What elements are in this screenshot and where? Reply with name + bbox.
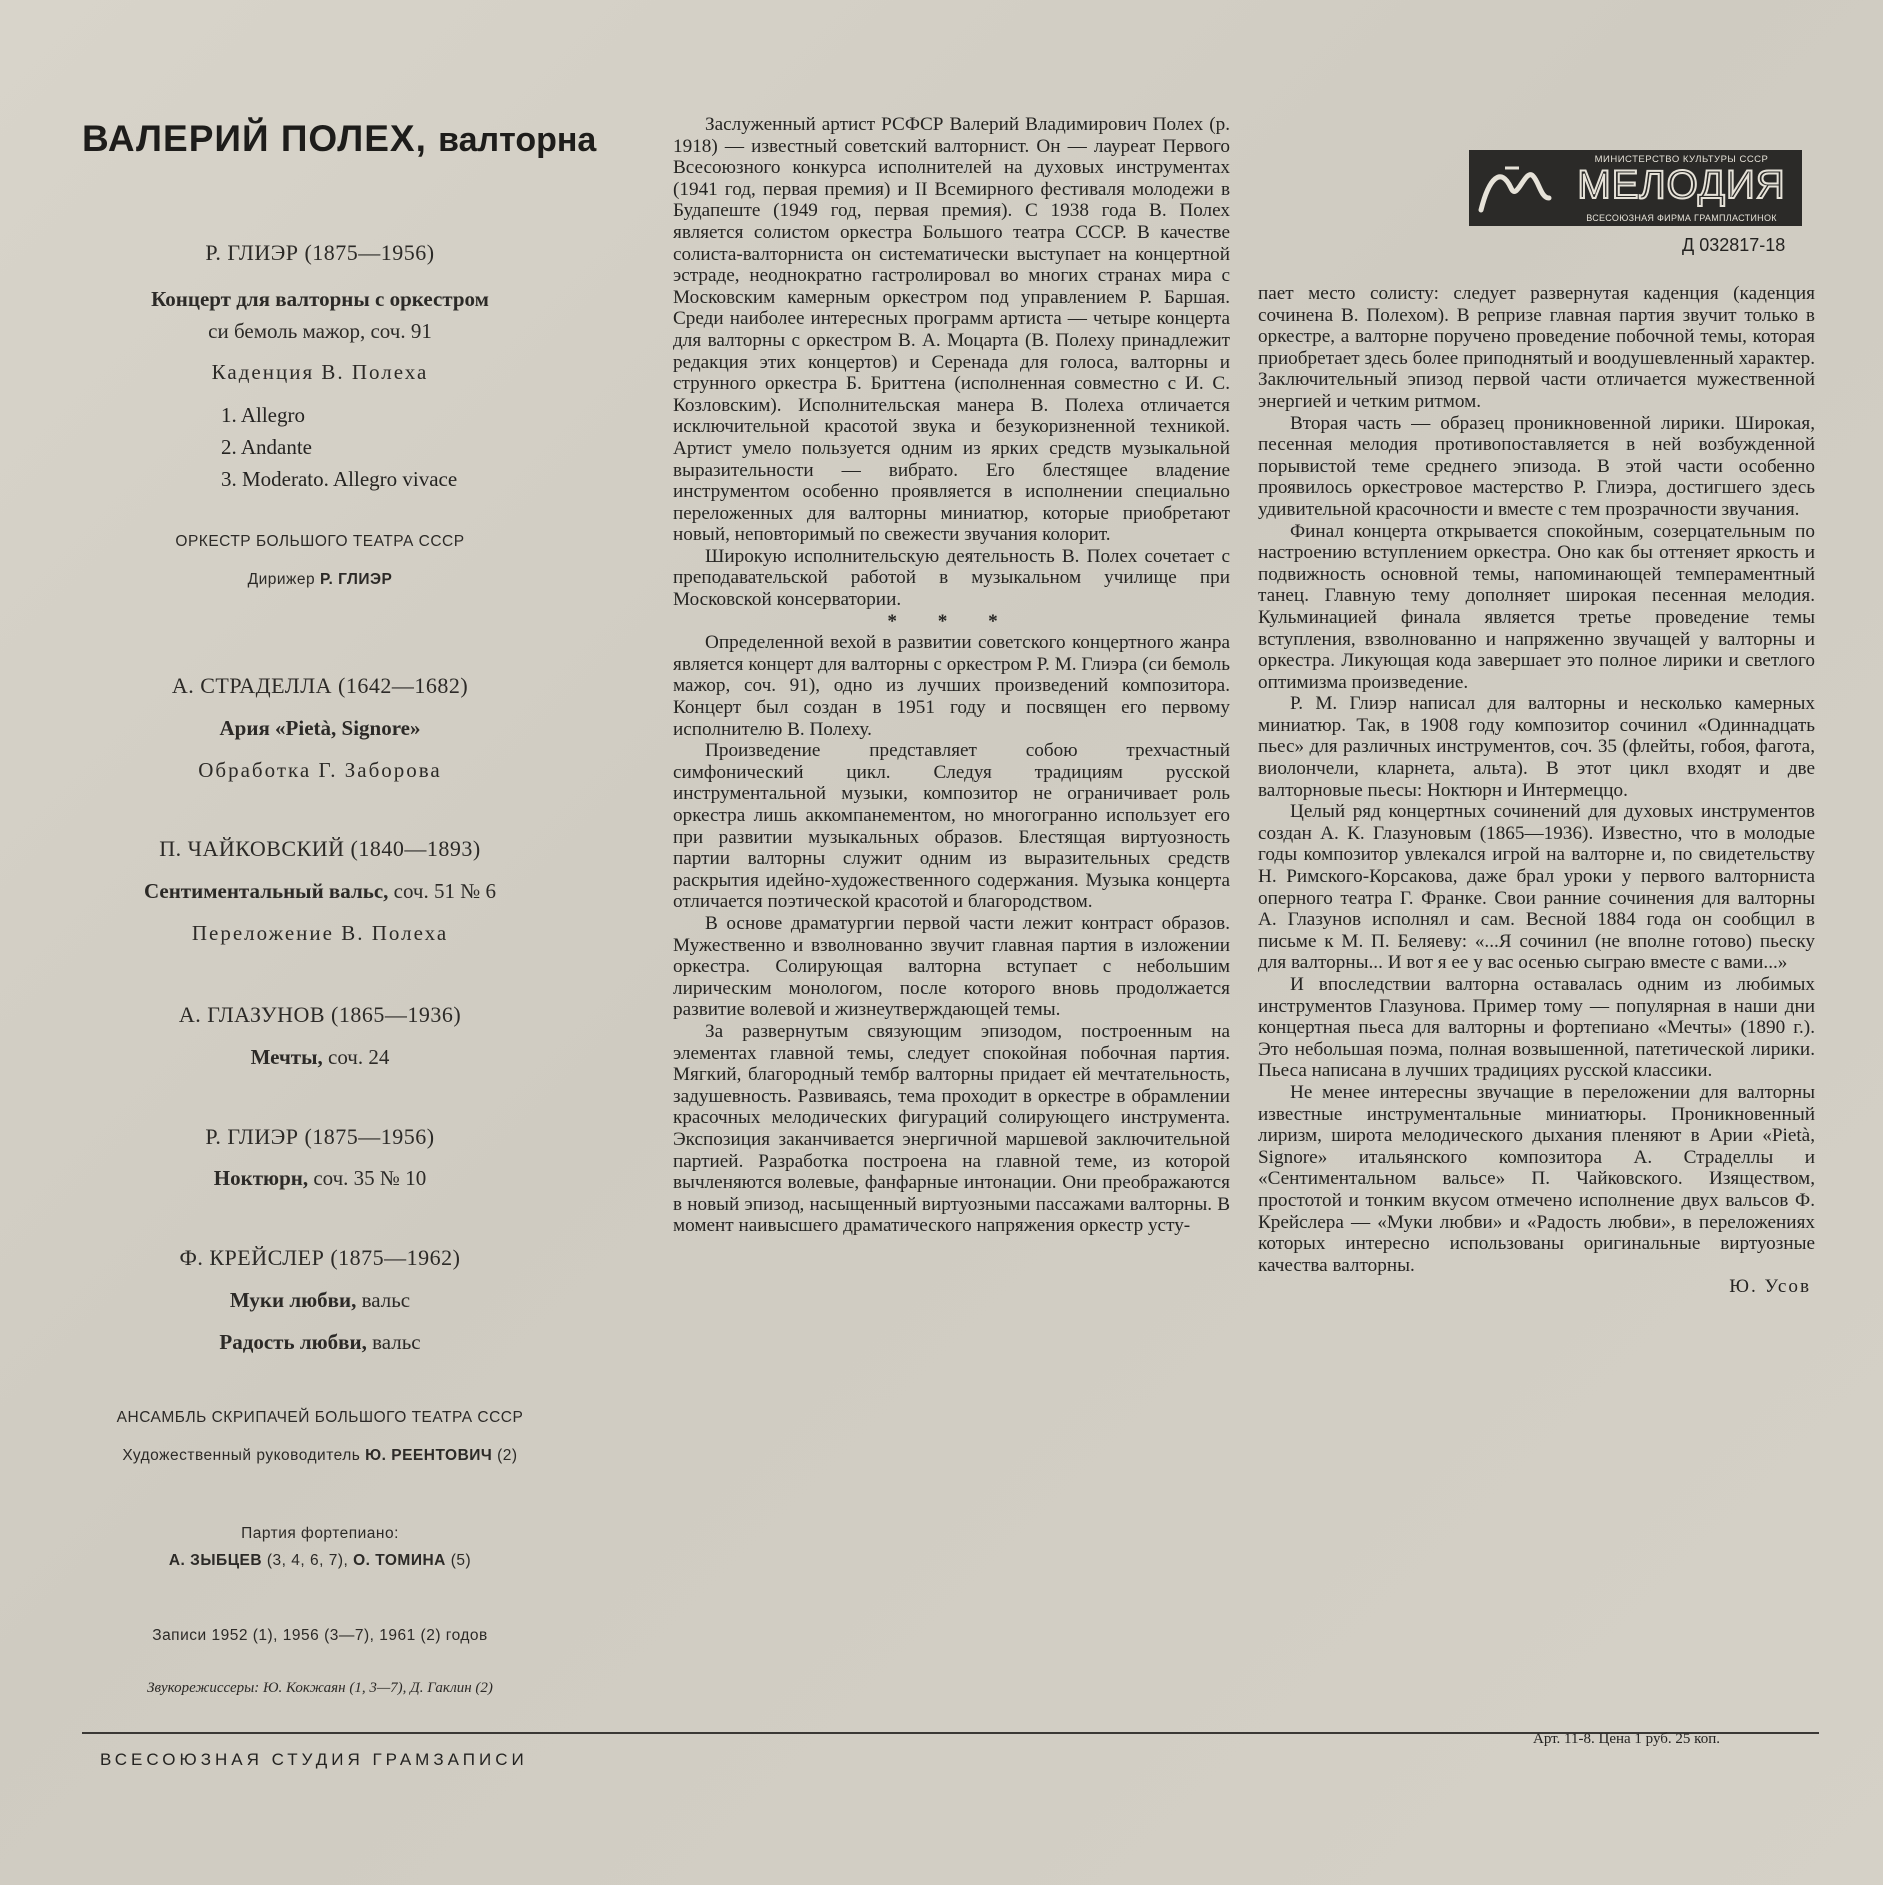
composer-tchaikovsky: П. ЧАЙКОВСКИЙ (1840—1893) — [159, 836, 481, 861]
work-liebesfreud — [0, 1330, 640, 1355]
artist-name: ВАЛЕРИЙ ПОЛЕХ, — [82, 118, 427, 159]
work-title: Ноктюрн, — [213, 1166, 309, 1190]
price-info: Арт. 11-8. Цена 1 руб. 25 коп. — [1533, 1731, 1720, 1747]
piano-label: Партия фортепиано: — [241, 1525, 399, 1542]
work-genre: вальс — [372, 1330, 421, 1354]
album-title — [82, 118, 596, 160]
melodiya-emblem-icon — [1469, 150, 1561, 226]
orchestra-name: ОРКЕСТР БОЛЬШОГО ТЕАТРА СССР — [175, 533, 465, 550]
paragraph: Заслуженный артист РСФСР Валерий Владимирович Полех (р. 1918) — известный советский валторнист. Он — лауреат Первого Всесоюзного конкурса исполнителей на духовых инструментах (1941 год, первая премия) и II Всемирного фестиваля молодежи в Будапеште (1949 год, первая премия). С 1938 года В. Полех является солистом оркестра Большого театра СССР. В качестве солиста-валторниста он систематически выступает на концертной эстраде, неоднократно гастролировал во многих странах мира с Московским камерным оркестром под управлением Р. Баршая. Среди наиболее интересных программ артиста — четыре концерта для валторны с оркестром В. А. Моцарта (В. Полеху принадлежит редакция этих концертов) и Серенада для голоса, валторны и струнного оркестра Б. Бриттена (исполненная совместно с И. С. Козловским). Исполнительская манера В. Полеха отличается исключительной красотой звука и безукоризненной техникой. Артист умело пользуется одним из ярких средств музыкальной выразительности — вибрато. Его блестящее владение инструментом особенно проявляется в исполнении специально переложенных для валторны миниатюр, которые приобретают новый, неповторимый по свежести звучания колорит. — [673, 114, 1230, 546]
paragraph: Широкую исполнительскую деятельность В. Полех сочетает с преподавательской работой в музыкальном училище при Московской консерватории. — [673, 545, 1230, 611]
paragraph: Вторая часть — образец проникновенной лирики. Широкая, песенная мелодия противопоставляется в ней возбужденной порывистой теме среднего эпизода. В этой части особенно проявилось оркестровое мастерство Р. Глиэра, достигшего здесь удивительной красочности и вместе с тем прозрачности звучания. — [1258, 412, 1815, 520]
firm-text: ВСЕСОЮЗНАЯ ФИРМА ГРАМПЛАСТИНОК — [1586, 213, 1777, 223]
composer-glazunov: А. ГЛАЗУНОВ (1865—1936) — [178, 1002, 462, 1027]
paragraph: Не менее интересны звучащие в переложении для валторны известные инструментальные миниатюры. Проникновенный лиризм, широта мелодического дыхания пленяют в Арии «Pietà, Signore» итальянского композитора А. Страделлы и «Сентиментальном вальсе» П. Чайковского. Изяществом, простотой и тонким вкусом отмечено исполнение двух вальсов Ф. Крейслера — «Муки любви» и «Радость любви», в переложениях которых интересно использованы оригинальные виртуозные качества валторны. — [1258, 1081, 1815, 1276]
paragraph: За развернутым связующим эпизодом, построенным на элементах главной темы, следует спокойная побочная партия. Мягкий, благородный тембр валторны придает ей мечтательность, задушевность. Развиваясь, тема проходит в оркестре в обрамлении красочных мелодических фигураций солирующего инструмента. Экспозиция заканчивается энергичной маршевой заключительной партией. Разработка построена на главной теме, из которой вычленяются волевые, фанфарные интонации. Они преображаются в новый эпизод, насыщенный виртуозными пассажами валторны. В момент наивысшего драматического напряжения оркестр усту- — [673, 1020, 1230, 1237]
catalog-number: Д 032817-18 — [1682, 235, 1786, 255]
pianists-line — [0, 1552, 640, 1570]
sound-engineers: Звукорежиссеры: Ю. Кокжаян (1, 3—7), Д. Гаклин (2) — [147, 1680, 493, 1696]
work-genre: вальс — [361, 1288, 411, 1312]
work-title: Радость любви, — [219, 1330, 367, 1354]
composer-kreisler: Ф. КРЕЙСЛЕР (1875—1962) — [179, 1245, 461, 1270]
work-sentimental-waltz — [0, 879, 640, 904]
paragraph: В основе драматургии первой части лежит контраст образов. Мужественно и взволнованно звучит главная партия в изложении оркестра. Солирующая валторна вступает с небольшим лирическим монологом, после которого вновь продолжается развитие волевой и жизнеутверждающей темы. — [673, 912, 1230, 1021]
paragraph: И впоследствии валторна оставалась одним из любимых инструментов Глазунова. Пример тому — популярная в наши дни концертная пьеса для валторны и фортепиано «Мечты» (1890 г.). Это небольшая поэма, полная возвышенной, патетической лирики. Пьеса написана в лучших традициях русской классики. — [1258, 974, 1815, 1082]
concerto-key: си бемоль мажор, соч. 91 — [208, 319, 432, 343]
work-aria: Ария «Pietà, Signore» — [219, 716, 421, 740]
director-line — [0, 1447, 640, 1465]
work-horn-concerto: Концерт для валторны с оркестром — [151, 287, 489, 311]
movement-2: 2. Andante — [221, 435, 312, 459]
composer-glier-2: Р. ГЛИЭР (1875—1956) — [205, 1124, 435, 1149]
work-title: Мечты, — [250, 1045, 323, 1069]
pianist-2-tracks: (5) — [450, 1552, 472, 1569]
cadenza-note: Каденция В. Полеха — [211, 360, 429, 384]
brand-name: МЕЛОДИЯ — [1577, 163, 1786, 207]
recording-years: Записи 1952 (1), 1956 (3—7), 1961 (2) годов — [152, 1627, 488, 1644]
pianist-1-tracks: (3, 4, 6, 7), — [266, 1552, 349, 1569]
conductor-line — [0, 571, 640, 589]
paragraph: Целый ряд концертных сочинений для духовых инструментов создан А. К. Глазуновым (1865—1936). Известно, что в молодые годы композитор увлекался игрой на валторне и, по свидетельству Н. Римского-Корсакова, даже брал уроки у первого валторниста оперного театра Г. Франке. Свои ранние сочинения для валторны А. Глазунов исполнял и сам. Весной 1884 года он сообщил в письме к М. П. Беляеву: «...Я сочинил (не вполне готово) пьеску для валторны... И вот я ее у вас осенью сыграю вместе с вами...» — [1258, 801, 1815, 974]
paragraph: Произведение представляет собою трехчастный симфонический цикл. Следуя традициям русской инструментальной музыки, композитор не ограничивает роль оркестра лишь аккомпанементом, но многогранно использует его при развитии музыкальных образов. Блестящая виртуозность партии валторны служит одним из выразительных средств раскрытия идейно-художественного содержания. Музыка концерта отличается поэтической красотой и благородством. — [673, 740, 1230, 913]
composer-glier: Р. ГЛИЭР (1875—1956) — [205, 240, 435, 265]
director-name: Ю. РЕЕНТОВИЧ — [365, 1447, 493, 1464]
conductor-name: Р. ГЛИЭР — [319, 571, 393, 588]
work-reverie — [0, 1045, 640, 1070]
ensemble-name: АНСАМБЛЬ СКРИПАЧЕЙ БОЛЬШОГО ТЕАТРА СССР — [116, 1409, 524, 1426]
transcription-note: Переложение В. Полеха — [191, 921, 449, 945]
work-title: Муки любви, — [229, 1288, 357, 1312]
paragraph: пает место солисту: следует развернутая каденция (каденция сочинена В. Полехом). В репризе главная партия звучит только в оркестре, а валторне поручено проведение побочной темы, которая приобретает здесь более приподнятый и воодушевленный характер. Заключительный эпизод первой части отличается мужественной энергией и четким ритмом. — [1258, 283, 1815, 412]
notes-author: Ю. Усов — [1729, 1276, 1811, 1298]
paragraph: Р. М. Глиэр написал для валторны и несколько камерных миниатюр. Так, в 1908 году композитор сочинил «Одиннадцать пьес» для различных инструментов, соч. 35 (флейты, гобоя, фагота, виолончели, кларнета, альта). В этот цикл входят и две валторновые пьесы: Ноктюрн и Интермеццо. — [1258, 693, 1815, 801]
paragraph: Определенной вехой в развитии советского концертного жанра является концерт для валторны с оркестром Р. М. Глиэра (си бемоль мажор, соч. 91), одно из лучших произведений композитора. Концерт был создан в 1951 году и посвящен его первому исполнителю В. Полеху. — [673, 632, 1230, 740]
liner-notes-column-2 — [1258, 283, 1815, 1298]
work-opus: соч. 51 № 6 — [393, 879, 497, 903]
composer-stradella: А. СТРАДЕЛЛА (1642—1682) — [171, 673, 469, 698]
paragraph: Финал концерта открывается спокойным, созерцательным по настроению вступлением оркестра. Оно как бы оттеняет яркость и подвижность основной темы, напоминающей темпераментный танец. Главную тему дополняет широкая песенная мелодия. Кульминацией финала является третье проведение темы вступления, взволнованно и напряженно звучащей у валторны и оркестра. Ликующая кода завершает это полное лирики и светлого оптимизма произведение. — [1258, 520, 1815, 693]
work-liebesleid — [0, 1288, 640, 1313]
section-divider: * * * — [887, 610, 1016, 632]
arrangement-note: Обработка Г. Заборова — [198, 758, 442, 782]
melodiya-logo — [1469, 150, 1802, 226]
ministry-text: МИНИСТЕРСТВО КУЛЬТУРЫ СССР — [1594, 154, 1769, 165]
studio-name: ВСЕСОЮЗНАЯ СТУДИЯ ГРАМЗАПИСИ — [100, 1750, 528, 1769]
movement-1: 1. Allegro — [221, 403, 305, 427]
artist-instrument: валторна — [438, 121, 597, 159]
movement-3: 3. Moderato. Allegro vivace — [221, 467, 458, 491]
pianist-1: А. ЗЫБЦЕВ — [168, 1552, 263, 1569]
liner-notes-column-1 — [673, 114, 1230, 1237]
director-label: Художественный руководитель — [122, 1447, 361, 1464]
work-opus: соч. 24 — [328, 1045, 390, 1069]
work-nocturne — [0, 1166, 640, 1191]
work-title: Сентиментальный вальс, — [143, 879, 389, 903]
director-track: (2) — [497, 1447, 518, 1464]
work-opus: соч. 35 № 10 — [313, 1166, 427, 1190]
pianist-2: О. ТОМИНА — [353, 1552, 446, 1569]
conductor-label: Дирижер — [247, 571, 316, 588]
